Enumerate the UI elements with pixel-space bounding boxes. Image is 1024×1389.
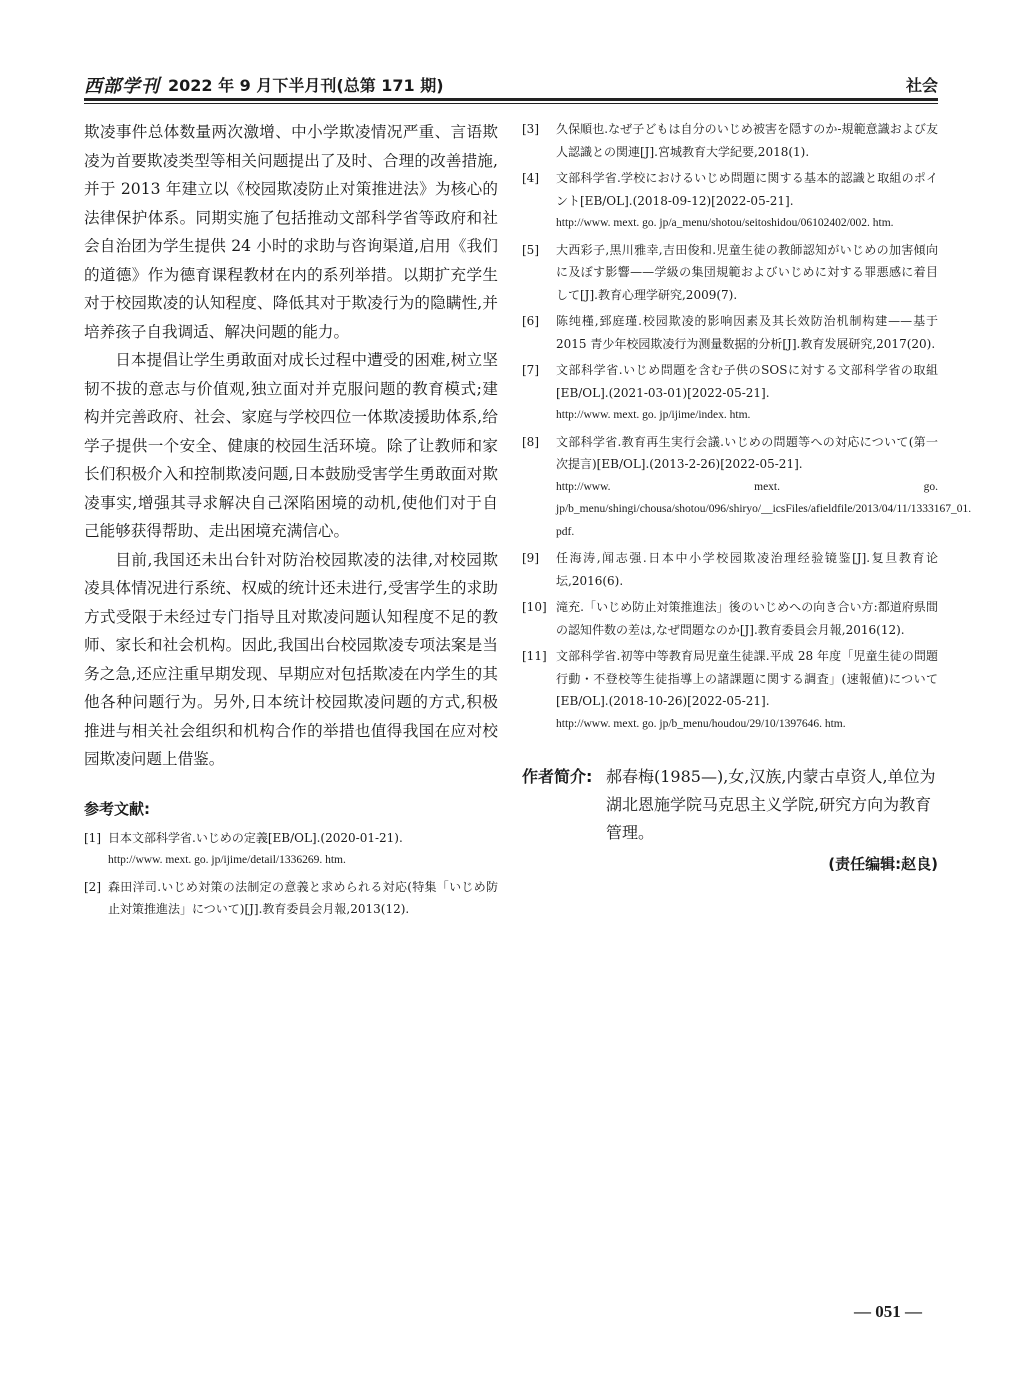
reference-item — [522, 239, 938, 307]
running-header — [84, 70, 938, 98]
body-paragraph: 日本提倡让学生勇敢面对成长过程中遭受的困难,树立坚韧不拔的意志与价值观,独立面对并克服问题的教育模式;建构并完善政府、社会、家庭与学校四位一体欺凌援助体系,给学子提供一个安全、健康的校园生活环境。除了让教师和家长们积极介入和控制欺凌问题,日本鼓励受害学生勇敢面对欺凌事实,增强其寻求解决自己深陷困境的动机,使他们对于自己能够获得帮助、走出困境充满信心。 — [84, 351, 498, 540]
reference-number: [7] — [522, 363, 539, 377]
reference-number: [9] — [522, 551, 539, 565]
reference-item — [84, 876, 498, 921]
reference-item — [522, 431, 972, 544]
reference-text: 任海涛,闻志强.日本中小学校园欺凌治理经验镜鉴[J].复旦教育论坛,2016(6). — [556, 551, 938, 588]
right-column — [522, 118, 972, 874]
reference-item — [522, 310, 938, 355]
reference-url[interactable]: http://www. mext. go. jp/ijime/index. htm. — [556, 409, 751, 421]
reference-number: [5] — [522, 242, 539, 257]
reference-url[interactable]: http://www. mext. go. jp/b_menu/shingi/chousa/shotou/096/shiryo/__icsFiles/afieldfile/2013/04/11/1333167_01. pdf. — [556, 480, 972, 538]
reference-text: 文部科学省.初等中等教育局児童生徒課.平成 28 年度「児童生徒の問題行動・不登校等生徒指導上の諸課題に関する調査」(速報値)について[EB/OL].(2018-10-26)[2022-05-21]. — [556, 649, 938, 708]
reference-item — [522, 118, 938, 163]
reference-item — [522, 167, 938, 235]
left-column — [84, 118, 498, 921]
reference-text: 大西彩子,黒川雅幸,吉田俊和.児童生徒の教師認知がいじめの加害傾向に及ぼす影響——学級の集団規範およびいじめに対する罪悪感に着目して[J].教育心理学研究,2009(7). — [556, 242, 938, 302]
responsible-editor: (责任编辑:赵良) — [828, 855, 938, 873]
reference-item — [522, 547, 938, 592]
reference-number: [1] — [84, 830, 101, 845]
references-heading: 参考文献: — [84, 799, 150, 818]
reference-url[interactable]: http://www. mext. go. jp/a_menu/shotou/seitoshidou/06102402/002. htm. — [556, 217, 894, 229]
page-number: — 051 — — [854, 1302, 922, 1321]
reference-text: 滝充.「いじめ防止対策推進法」後のいじめへの向き合い方:都道府県間の認知件数の差は,なぜ問題なのか[J].教育委員会月報,2016(12). — [556, 600, 938, 637]
reference-text: 森田洋司.いじめ対策の法制定の意義と求められる対応(特集「いじめ防止対策推進法」について)[J].教育委員会月報,2013(12). — [108, 879, 498, 916]
header-rule-thin — [84, 103, 938, 104]
reference-text: 文部科学省.教育再生実行会議.いじめの問題等への対応について(第一次提言)[EB/OL].(2013-2-26)[2022-05-21]. — [556, 434, 938, 471]
reference-text: 文部科学省.いじめ問題を含む子供のSOSに対する文部科学省の取組[EB/OL].(2021-03-01)[2022-05-21]. — [556, 363, 938, 400]
author-bio-label: 作者简介: — [522, 767, 593, 786]
reference-item — [84, 827, 498, 872]
reference-number: [11] — [522, 649, 547, 663]
reference-item — [522, 596, 938, 641]
header-rule — [84, 98, 938, 101]
reference-text: 陈纯槿,郅庭瑾.校园欺凌的影响因素及其长效防治机制构建——基于 2015 青少年校园欺凌行为测量数据的分析[J].教育发展研究,2017(20). — [556, 314, 938, 351]
journal-logo: 西部学刊 — [84, 76, 160, 97]
section-name: 社会 — [905, 76, 938, 95]
reference-text: 日本文部科学省.いじめの定義[EB/OL].(2020-01-21). — [108, 830, 403, 845]
reference-item — [522, 645, 938, 735]
reference-text: 文部科学省.学校におけるいじめ問題に関する基本的認識と取組のポイント[EB/OL].(2018-09-12)[2022-05-21]. — [556, 171, 938, 208]
issue-info: 2022 年 9 月下半月刊(总第 171 期) — [168, 76, 444, 95]
reference-url[interactable]: http://www. mext. go. jp/ijime/detail/1336269. htm. — [108, 854, 346, 866]
reference-number: [4] — [522, 171, 539, 185]
reference-number: [6] — [522, 314, 539, 328]
reference-number: [2] — [84, 879, 101, 894]
author-bio — [522, 763, 938, 847]
reference-url[interactable]: http://www. mext. go. jp/b_menu/houdou/29/10/1397646. htm. — [556, 717, 846, 730]
body-paragraph: 目前,我国还未出台针对防治校园欺凌的法律,对校园欺凌具体情况进行系统、权威的统计还未进行,受害学生的求助方式受限于未经过专门指导且对欺凌问题认知程度不足的教师、家长和社会机构。因此,我国出台校园欺凌专项法案是当务之急,还应注重早期发现、早期应对包括欺凌在内学生的其他各种问题行为。另外,日本统计校园欺凌问题的方式,积极推进与相关社会组织和机构合作的举措也值得我国在应对校园欺凌问题上借鉴。 — [84, 550, 498, 768]
reference-number: [8] — [522, 434, 539, 449]
reference-item — [522, 359, 938, 427]
reference-text: 久保順也.なぜ子どもは自分のいじめ被害を隠すのか-規範意識および友人認識との関連[J].宮城教育大学紀要,2018(1). — [556, 122, 938, 159]
reference-number: [10] — [522, 600, 547, 614]
reference-number: [3] — [522, 122, 539, 136]
body-paragraph: 欺凌事件总体数量两次激增、中小学欺凌情况严重、言语欺凌为首要欺凌类型等相关问题提出了及时、合理的改善措施,并于 2013 年建立以《校园欺凌防止对策推进法》为核心的法律保护体系。同期实施了包括推动文部科学省等政府和社会自治团为学生提供 24 小时的求助与咨询渠道,启用《我们的道德》作为德育课程教材在内的系列举措。以期扩充学生对于校园欺凌的认知程度、降低其对于欺凌行为的隐瞒性,并培养孩子自我调适、解决问题的能力。 — [84, 123, 498, 341]
author-bio-text: 郝春梅(1985—),女,汉族,内蒙古卓资人,单位为湖北恩施学院马克思主义学院,研究方向为教育管理。 — [606, 767, 936, 842]
